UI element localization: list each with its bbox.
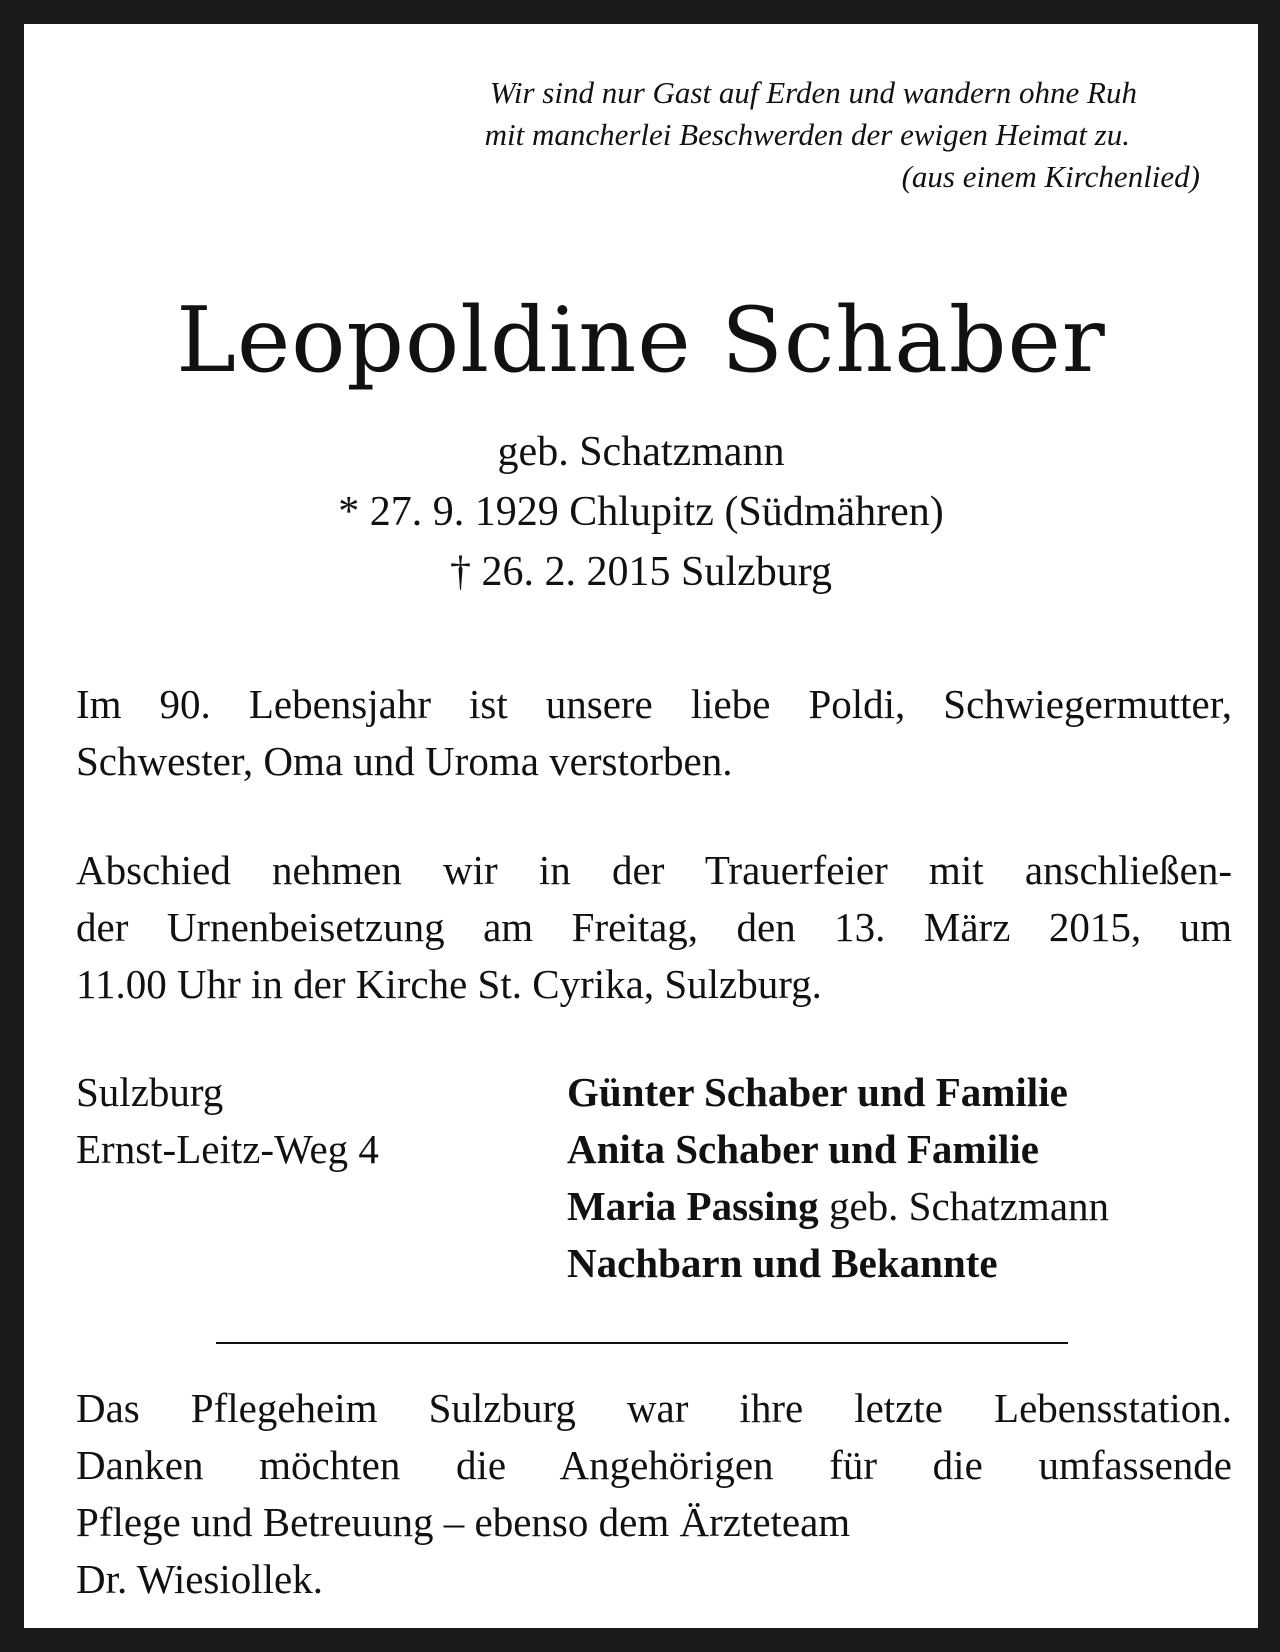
text-line: Dr. Wiesiollek.	[76, 1556, 323, 1602]
motto-line: Wir sind nur Gast auf Erden und wandern ohne Ruh	[489, 75, 1137, 110]
text-line: Schwester, Oma und Uroma verstorben.	[76, 738, 733, 784]
birth-date: * 27. 9. 1929 Chlupitz (Südmähren)	[338, 489, 944, 535]
birth-name: geb. Schatzmann	[497, 429, 785, 475]
thanks-paragraph	[76, 1380, 1232, 1608]
mourner-address	[76, 1064, 379, 1178]
ceremony-paragraph	[76, 842, 1232, 1013]
text-line: der Urnenbeisetzung am Freitag, den 13. März 2015, um	[76, 904, 1232, 950]
mourner	[567, 1064, 1109, 1121]
mourner-name: Günter Schaber und Familie	[567, 1069, 1068, 1115]
obituary-notice	[24, 24, 1258, 1628]
mourner	[567, 1235, 1109, 1292]
death-date: † 26. 2. 2015 Sulzburg	[450, 549, 832, 595]
mourner-birth-name: geb. Schatzmann	[818, 1183, 1110, 1229]
text-line: Das Pflegeheim Sulzburg war ihre letzte Lebensstation.	[76, 1385, 1232, 1431]
announcement-paragraph	[76, 676, 1232, 790]
mourner-name: Maria Passing	[567, 1183, 819, 1229]
text-line: Im 90. Lebensjahr ist unsere liebe Poldi, Schwiegermutter,	[76, 681, 1232, 727]
divider-line	[216, 1342, 1068, 1344]
mourner	[567, 1121, 1109, 1178]
deceased-name: Leopoldine Schaber	[176, 288, 1106, 393]
text-line: Abschied nehmen wir in der Trauerfeier mit anschließen-	[76, 847, 1232, 893]
mourners-list	[567, 1064, 1109, 1292]
mourner-name: Anita Schaber und Familie	[567, 1126, 1039, 1172]
motto-quote	[300, 72, 1200, 198]
text-line: 11.00 Uhr in der Kirche St. Cyrika, Sulzburg.	[76, 961, 822, 1007]
text-line: Danken möchten die Angehörigen für die umfassende	[76, 1442, 1232, 1488]
mourner-name: Nachbarn und Bekannte	[567, 1240, 998, 1286]
address-street: Ernst-Leitz-Weg 4	[76, 1126, 379, 1172]
motto-line: mit mancherlei Beschwerden der ewigen Heimat zu.	[484, 117, 1130, 152]
life-dates	[24, 422, 1258, 602]
text-line: Pflege und Betreuung – ebenso dem Ärzteteam	[76, 1499, 851, 1545]
motto-source: (aus einem Kirchenlied)	[901, 159, 1200, 194]
mourner	[567, 1178, 1109, 1235]
address-city: Sulzburg	[76, 1069, 224, 1115]
